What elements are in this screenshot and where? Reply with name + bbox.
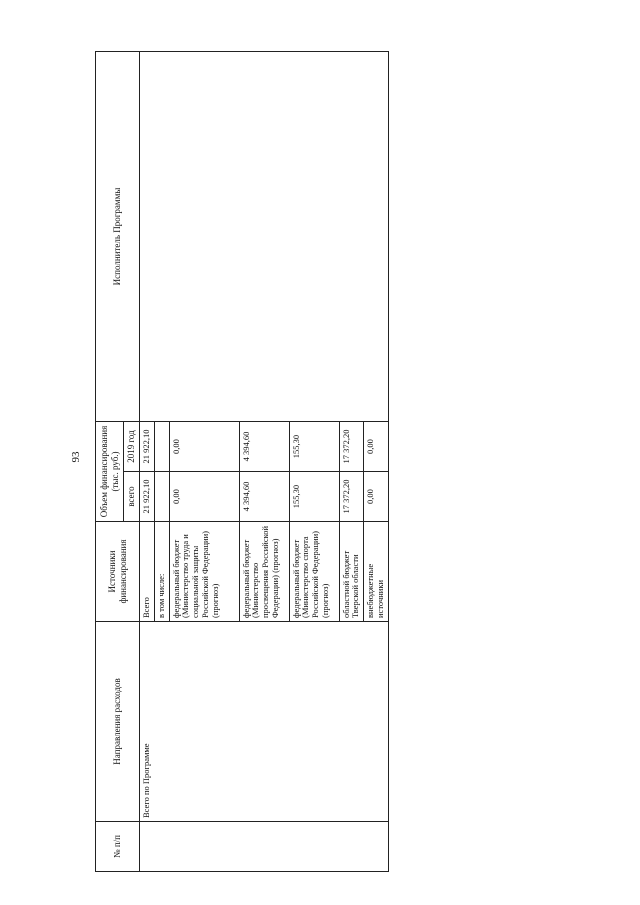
total-cell: 0,00 (169, 472, 239, 522)
source-cell: федеральный бюджет (Министерство спорта Российской Федерации) (прогноз) (289, 522, 339, 622)
row-executor (140, 52, 389, 422)
header-no: № п/п (96, 822, 140, 872)
year-cell: 17 372,20 (339, 422, 364, 472)
header-sources: Источники финансирования (96, 522, 140, 622)
header-volume: Объем финансирования (тыс. руб.) (96, 422, 124, 522)
source-cell: федеральный бюджет (Министерство труда и социальной защиты Российской Федерации) (прогноз) (169, 522, 239, 622)
total-cell: 155,30 (289, 472, 339, 522)
header-total: всего (124, 472, 140, 522)
source-cell: областной бюджет Тверской области (339, 522, 364, 622)
row-number (140, 822, 389, 872)
header-executor: Исполнитель Программы (96, 52, 140, 422)
source-cell: в том числе: (154, 522, 169, 622)
total-cell: 17 372,20 (339, 472, 364, 522)
row-direction: Всего по Программе (140, 622, 389, 822)
header-direction: Направления расходов (96, 622, 140, 822)
source-cell: внебюджетные источники (364, 522, 389, 622)
year-cell: 0,00 (364, 422, 389, 472)
total-cell (154, 472, 169, 522)
financing-table (95, 51, 389, 872)
year-cell: 155,30 (289, 422, 339, 472)
table-row (140, 52, 155, 872)
year-cell: 0,00 (169, 422, 239, 472)
year-cell: 21 922,10 (140, 422, 155, 472)
source-cell: Всего (140, 522, 155, 622)
total-cell: 0,00 (364, 472, 389, 522)
header-year: 2019 год (124, 422, 140, 472)
page-number: 93 (70, 451, 82, 463)
year-cell: 4 394,60 (239, 422, 289, 472)
year-cell (154, 422, 169, 472)
source-cell: федеральный бюджет (Министерство просвещения Российской Федерации) (прогноз) (239, 522, 289, 622)
total-cell: 21 922,10 (140, 472, 155, 522)
header-row (96, 52, 124, 872)
total-cell: 4 394,60 (239, 472, 289, 522)
rotated-page-content (95, 52, 385, 872)
